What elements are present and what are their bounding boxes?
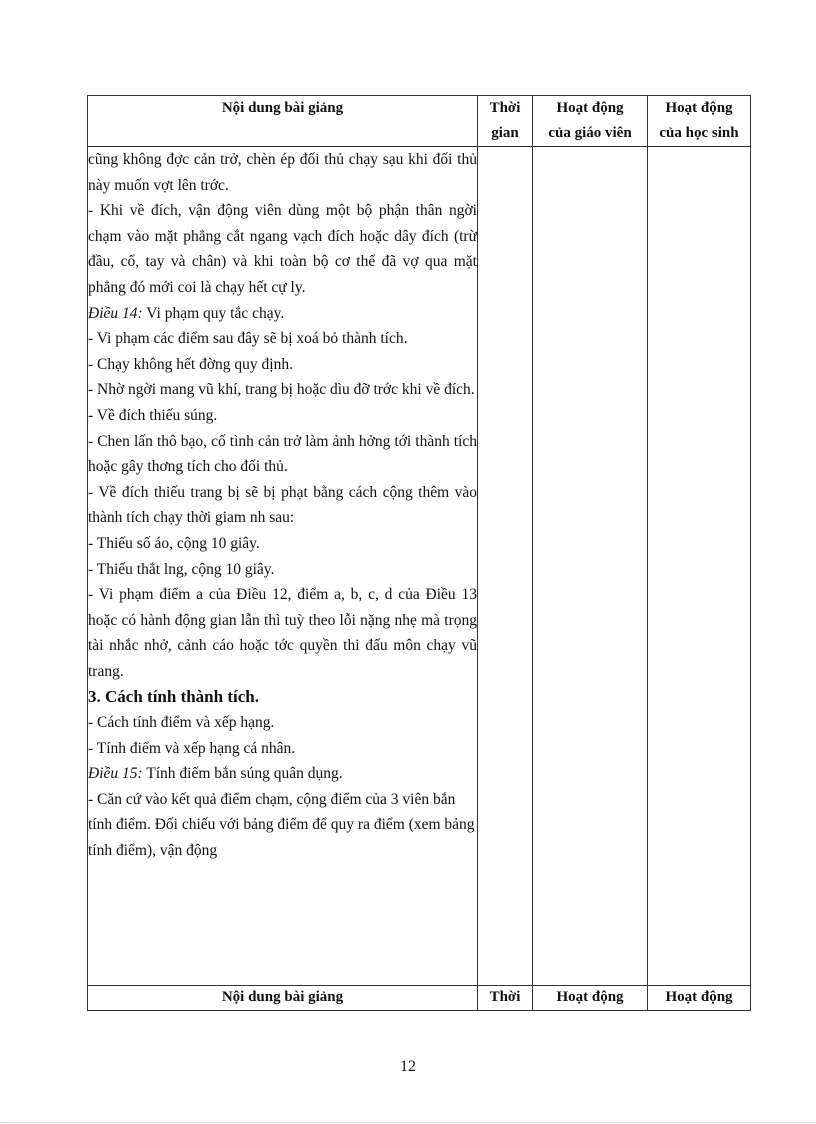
article-label: Điều 14: bbox=[88, 304, 143, 322]
paragraph: - Khi về đích, vận động viên dùng một bộ phận thân ngời chạm vào mặt phẳng cắt ngang vạch đích hoặc dây đích (trừ đầu, cổ, tay và chân) và khi toàn bộ cơ thể đã vợ qua mặt phẳng đó mới coi là chạy hết cự ly. bbox=[88, 202, 477, 296]
article-title: Vi phạm quy tắc chạy. bbox=[142, 304, 285, 322]
table-footer-row bbox=[88, 986, 751, 1011]
header-teacher bbox=[533, 96, 648, 147]
article-15 bbox=[88, 761, 477, 787]
article-title: Tính điểm bắn súng quân dụng. bbox=[142, 765, 343, 783]
teacher-activity-cell bbox=[533, 147, 648, 986]
paragraph: - Nhờ ngời mang vũ khí, trang bị hoặc dìu đỡ trớc khi về đích. bbox=[88, 381, 475, 399]
header-student-line1: Hoạt động bbox=[665, 100, 733, 116]
header-content: Nội dung bài giảng bbox=[88, 96, 478, 147]
article-14 bbox=[88, 301, 477, 327]
header-time-line2: gian bbox=[491, 125, 519, 141]
footer-content: Nội dung bài giảng bbox=[88, 986, 478, 1011]
lesson-content-cell bbox=[88, 147, 478, 986]
paragraph: cũng không đợc cản trở, chèn ép đối thủ chạy sạu khi đối thủ này muốn vợt lên trớc. bbox=[88, 151, 477, 194]
section-heading: 3. Cách tính thành tích. bbox=[88, 687, 259, 707]
header-student-line2: của học sinh bbox=[659, 125, 739, 141]
header-student bbox=[648, 96, 751, 147]
footer-student: Hoạt động bbox=[648, 986, 751, 1011]
paragraph: - Căn cứ vào kết quả điểm chạm, cộng điểm của 3 viên bắn tính điểm. Đối chiếu với bảng điểm để quy ra điểm (xem bảng tính điểm), vận động bbox=[88, 790, 475, 860]
page-number: 12 bbox=[400, 1058, 416, 1075]
student-activity-cell bbox=[648, 147, 751, 986]
header-teacher-line2: của giáo viên bbox=[548, 125, 632, 141]
table-body-row bbox=[88, 147, 751, 986]
header-teacher-line1: Hoạt động bbox=[556, 100, 624, 116]
paragraph: - Về đích thiếu súng. bbox=[88, 406, 218, 424]
paragraph: - Thiếu thắt lng, cộng 10 giây. bbox=[88, 560, 275, 578]
header-time-line1: Thời bbox=[489, 100, 521, 116]
footer-time: Thời bbox=[478, 986, 533, 1011]
time-cell bbox=[478, 147, 533, 986]
paragraph: - Chạy không hết đờng quy định. bbox=[88, 355, 293, 373]
header-time bbox=[478, 96, 533, 147]
table-header-row bbox=[88, 96, 751, 147]
article-label: Điều 15: bbox=[88, 765, 143, 783]
paragraph: - Thiếu số áo, cộng 10 giây. bbox=[88, 534, 260, 552]
lesson-table bbox=[87, 95, 751, 1011]
paragraph: - Chen lấn thô bạo, cố tình cản trở làm ảnh hởng tới thành tích hoặc gây thơng tích cho đối thủ. bbox=[88, 432, 477, 476]
paragraph: - Vi phạm điểm a của Điều 12, điểm a, b, c, d của Điều 13 hoặc có hành động gian lẫn thì tuỳ theo lỗi nặng nhẹ mà trọng tài nhắc nhở, cảnh cáo hoặc tớc quyền thi đấu môn chạy vũ trang. bbox=[88, 586, 477, 680]
paragraph: - Về đích thiếu trang bị sẽ bị phạt bằng cách cộng thêm vào thành tích chạy thời giam nh sau: bbox=[88, 483, 477, 527]
paragraph: - Tính điểm và xếp hạng cá nhân. bbox=[88, 739, 296, 757]
paragraph: - Cách tính điểm và xếp hạng. bbox=[88, 714, 275, 732]
paragraph: - Vi phạm các điểm sau đây sẽ bị xoá bỏ thành tích. bbox=[88, 330, 408, 348]
footer-teacher: Hoạt động bbox=[533, 986, 648, 1011]
